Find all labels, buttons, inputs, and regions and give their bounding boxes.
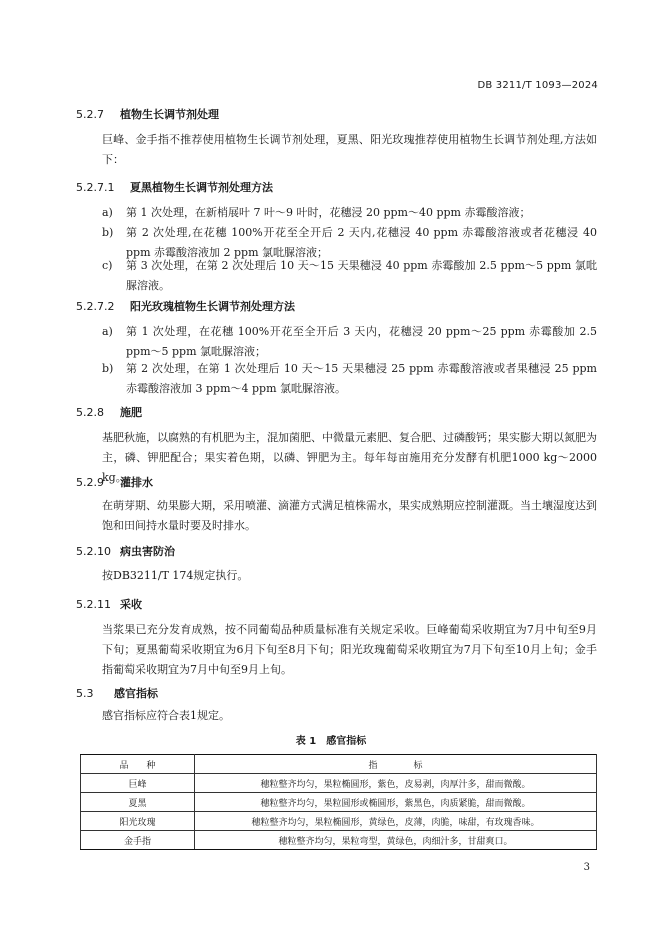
list-marker: a) <box>102 206 113 219</box>
paragraph-5-2-8: 基肥秋施，以腐熟的有机肥为主，混加菌肥、中微量元素肥、复合肥、过磷酸钙；果实膨大期以氮肥为主，磷、钾肥配合；果实着色期，以磷、钾肥为主。每年每亩施用充分发酵有机肥1000 kg～2000 kg。 <box>102 431 597 484</box>
section-heading-5-2-9 <box>76 474 153 490</box>
paragraph-5-3: 感官指标应符合表1规定。 <box>102 709 230 722</box>
section-title: 灌排水 <box>120 476 153 489</box>
section-heading-5-3 <box>76 685 158 701</box>
list-item <box>102 256 597 296</box>
section-number: 5.2.9 <box>76 476 104 489</box>
section-title: 夏黑植物生长调节剂处理方法 <box>130 181 273 194</box>
section-heading-5-2-7-1 <box>76 179 273 195</box>
section-title: 植物生长调节剂处理 <box>120 108 219 121</box>
table-cell-variety: 金手指 <box>81 831 195 850</box>
list-text: 第 2 次处理,在花穗 100%开花至全开后 2 天内,花穗浸 40 ppm 赤霉酸溶液或者花穗浸 40 ppm 赤霉酸溶液加 2 ppm 氯吡脲溶液； <box>126 226 597 259</box>
table-row <box>81 793 597 812</box>
section-number: 5.2.10 <box>76 545 111 558</box>
section-title: 采收 <box>120 598 142 611</box>
section-heading-5-2-11 <box>76 596 142 612</box>
list-text: 第 1 次处理，在花穗 100%开花至全开后 3 天内，花穗浸 20 ppm～25 ppm 赤霉酸加 2.5 ppm～5 ppm 氯吡脲溶液； <box>126 325 597 358</box>
table-cell-variety: 巨峰 <box>81 774 195 793</box>
list-item <box>102 359 597 399</box>
paragraph-5-2-10: 按DB3211/T 174规定执行。 <box>102 569 249 582</box>
table-row <box>81 812 597 831</box>
list-marker: b) <box>102 226 114 239</box>
table-cell-variety: 夏黑 <box>81 793 195 812</box>
list-marker: c) <box>102 259 113 272</box>
sensory-index-table <box>80 754 597 850</box>
paragraph-5-2-11: 当浆果已充分发育成熟，按不同葡萄品种质量标准有关规定采收。巨峰葡萄采收期宜为7月中旬至9月下旬；夏黑葡萄采收期宜为6月下旬至8月下旬；阳光玫瑰葡萄采收期宜为7月下旬至10月上旬；金手指葡萄采收期宜为7月中旬至9月上旬。 <box>102 623 597 676</box>
section-title: 病虫害防治 <box>120 545 175 558</box>
table-cell-index: 穗粒整齐均匀，果粒圆形或椭圆形，紫黑色，肉质紧脆，甜而微酸。 <box>195 793 597 812</box>
list-marker: b) <box>102 362 114 375</box>
table-header-row <box>81 755 597 774</box>
page-number: 3 <box>583 862 590 873</box>
section-number: 5.2.11 <box>76 598 111 611</box>
section-title: 阳光玫瑰植物生长调节剂处理方法 <box>130 300 295 313</box>
section-number: 5.3 <box>76 687 94 700</box>
list-marker: a) <box>102 325 113 338</box>
list-text: 第 2 次处理，在第 1 次处理后 10 天～15 天果穗浸 25 ppm 赤霉酸溶液或者果穗浸 25 ppm 赤霉酸溶液加 3 ppm～4 ppm 氯吡脲溶液。 <box>126 362 597 395</box>
table-cell-index: 穗粒整齐均匀，果粒椭圆形，紫色，皮易剥，肉厚汁多，甜而微酸。 <box>195 774 597 793</box>
section-heading-5-2-10 <box>76 543 175 559</box>
section-title: 施肥 <box>120 406 142 419</box>
table-cell-index: 穗粒整齐均匀，果粒椭圆形，黄绿色，皮薄，肉脆，味甜，有玫瑰香味。 <box>195 812 597 831</box>
table-cell-variety: 阳光玫瑰 <box>81 812 195 831</box>
section-number: 5.2.7.2 <box>76 300 115 313</box>
list-item <box>102 203 597 223</box>
section-number: 5.2.7 <box>76 108 104 121</box>
section-number: 5.2.7.1 <box>76 181 115 194</box>
list-text: 第 1 次处理，在新梢展叶 7 叶～9 叶时，花穗浸 20 ppm～40 ppm 赤霉酸溶液； <box>126 206 531 219</box>
paragraph-5-2-9: 在萌芽期、幼果膨大期，采用喷灌、滴灌方式满足植株需水，果实成熟期应控制灌溉。当土壤湿度达到饱和田间持水量时要及时排水。 <box>102 499 597 532</box>
table-header-cell: 品 种 <box>81 755 195 774</box>
section-heading-5-2-8 <box>76 404 142 420</box>
paragraph-5-2-7: 巨峰、金手指不推荐使用植物生长调节剂处理，夏黑、阳光玫瑰推荐使用植物生长调节剂处理,方法如下： <box>102 133 597 166</box>
section-number: 5.2.8 <box>76 406 104 419</box>
table-cell-index: 穗粒整齐均匀，果粒弯型，黄绿色，肉细汁多，甘甜爽口。 <box>195 831 597 850</box>
section-title: 感官指标 <box>114 687 158 700</box>
section-heading-5-2-7-2 <box>76 298 295 314</box>
table-header-cell: 指 标 <box>195 755 597 774</box>
list-item <box>102 322 597 362</box>
list-text: 第 3 次处理，在第 2 次处理后 10 天～15 天果穗浸 40 ppm 赤霉酸加 2.5 ppm～5 ppm 氯吡脲溶液。 <box>126 259 597 292</box>
table-row <box>81 831 597 850</box>
table-title: 表 1 感官指标 <box>295 736 367 747</box>
table-row <box>81 774 597 793</box>
section-heading-5-2-7 <box>76 106 219 122</box>
document-code: DB 3211/T 1093—2024 <box>477 80 598 91</box>
